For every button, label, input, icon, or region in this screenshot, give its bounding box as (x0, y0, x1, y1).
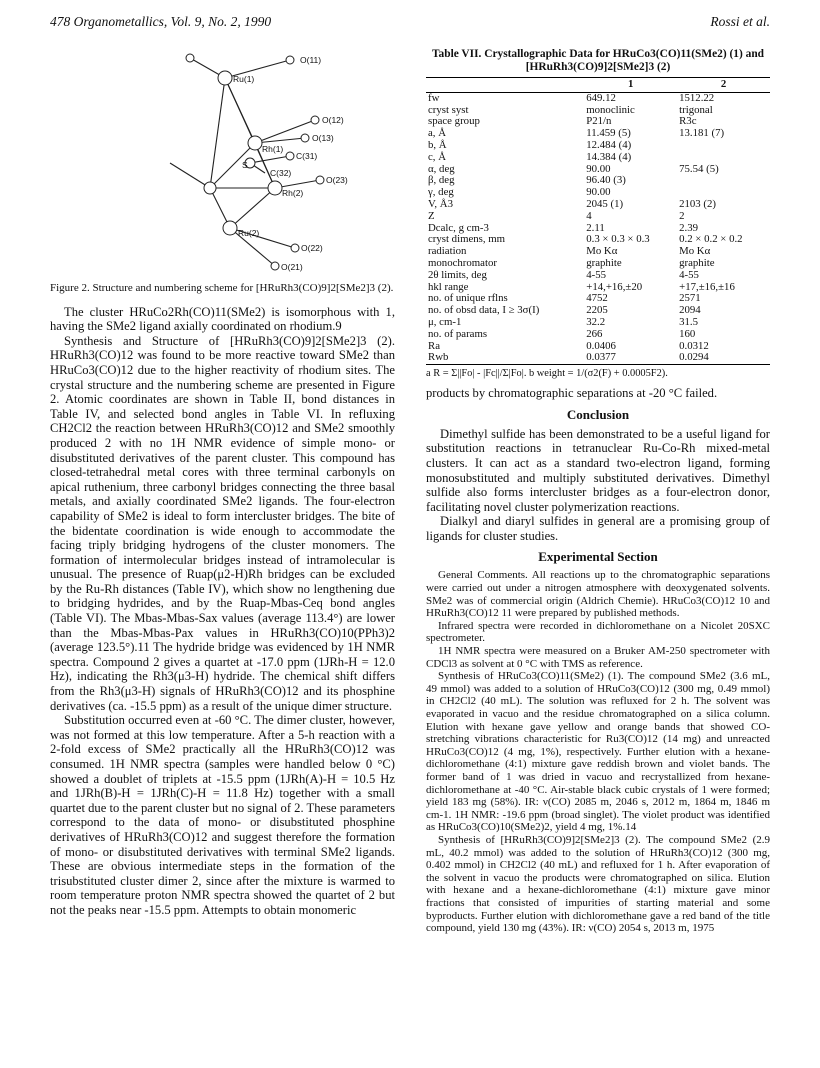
label-ru2: Ru(2) (238, 228, 260, 238)
table-cell-value: 13.181 (7) (679, 127, 725, 140)
table-cell-param: 2θ limits, deg (428, 268, 487, 281)
conclusion-paragraph-1: Dimethyl sulfide has been demonstrated to be a useful ligand for substitution reactions in tetranuclear Ru-Co-Rh mixed-metal clusters. It can act as a standard two-electron ligand, forming monosubstituted and multiply substituted derivatives. Dimethyl sulfide also forms intercluster bridges as a four-electron donor, facilitating novel cluster polymerization reactions. (426, 426, 770, 514)
table-cell-value: 2.11 (586, 221, 605, 234)
table-cell-param: Dcalc, g cm-3 (428, 221, 489, 234)
table-cell-value: 2045 (1) (586, 197, 624, 210)
table-cell-param: radiation (428, 245, 467, 258)
table-cell-value: 4-55 (679, 268, 699, 281)
table-cell-value (677, 152, 770, 164)
running-header (50, 14, 770, 32)
table-row (426, 199, 770, 211)
table-cell-param: μ, cm-1 (428, 315, 462, 328)
table-cell-value: 2571 (679, 292, 701, 305)
table-cell-value: 0.3 × 0.3 × 0.3 (586, 233, 650, 246)
table-cell-value: P21/n (586, 115, 612, 128)
table-cell-value: 266 (586, 327, 603, 340)
table-cell-value: 31.5 (679, 315, 699, 328)
table-cell-value: 2103 (2) (679, 197, 716, 210)
table-cell-value: 4752 (586, 292, 608, 305)
table-body (426, 92, 770, 364)
table-row (426, 352, 770, 364)
table-cell-param: cryst syst (428, 103, 469, 116)
label-ru1: Ru(1) (233, 74, 255, 84)
table-cell-param: c, Å (428, 150, 446, 163)
table-cell-value: 2 (679, 209, 685, 222)
label-c31: C(31) (296, 151, 318, 161)
table-row (426, 92, 770, 104)
label-o13: O(13) (312, 133, 334, 143)
table-cell-param: α, deg (428, 162, 455, 175)
table-cell-value: 2094 (679, 304, 701, 317)
table-cell-value: +17,±16,±16 (679, 280, 735, 293)
table-cell-value: 0.0377 (584, 352, 677, 364)
table-title: Table VII. Crystallographic Data for HRuCo3(CO)11(SMe2) (1) and [HRuRh3(CO)9]2[SMe2]3 (2) (431, 48, 765, 73)
experimental-synthesis-1: Synthesis of HRuCo3(CO)11(SMe2) (1). The compound SMe2 (3.6 mL, 49 mmol) was added to a solution of HRuCo3(CO)12 (300 mg, 0.49 mmol) in CH2Cl2 (40 mL). The solution was refluxed for 2 h. The solvent was evaporated in vacuo and the residue chromatographed on a silica column. Elution with hexane gave yellow and orange bands that showed CO-stretching vibrations characteristic for Ru3(CO)12 (14 mg) and unreacted HRuCo3(CO)12 (4 mg, 1%), respectively. Further elution with a hexane-dichloromethane (4:1) mixture gave reddish brown and violet bands. The former band of 1 was dried in vacuo and recrystallized from hexane-dichloromethane at -40 °C. Air-stable black cubic crystals of 1 were formed; yield 183 mg (58%). IR: ν(CO) 2085 m, 2046 s, 2012 m, 1864 m, 1846 m cm-1. 1H NMR: -19.6 ppm (broad singlet). The violet product was identified as HRuCo3(CO)10(SMe2)2, yield 4 mg, 1%.14 (426, 670, 770, 834)
table-cell-value: Mo Kα (679, 245, 711, 258)
label-o21: O(21) (281, 262, 303, 272)
table-cell-value: 2205 (586, 304, 608, 317)
table-cell-value: 0.2 × 0.2 × 0.2 (679, 233, 743, 246)
paragraph-products: products by chromatographic separations at -20 °C failed. (426, 386, 718, 401)
table-cell-param: no. of params (428, 327, 488, 340)
table-cell-value: R3c (679, 115, 697, 128)
table-cell-value: 11.459 (5) (586, 127, 631, 140)
paragraph-synthesis-2: Synthesis and Structure of [HRuRh3(CO)9]2[SMe2]3 (2). HRuRh3(CO)12 was found to be more reactive toward SMe2 than HRuCo3(CO)12 due to the higher reactivity of rhodium sites. The crystal structure and the numbering scheme are presented in Figure 2. Atomic coordinates are shown in Table II, bond distances in Table IV, and selected bond angles in Table VI. In refluxing CH2Cl2 the reaction between HRuRh3(CO)12 and SMe2 smoothly produced 2 with no 1H NMR evidence of simple mono- or disubstituted derivatives of the parent cluster. This compound has closed-tetrahedral metal cores with three terminal carbonyls on apical ruthenium, three carbonyl bridges connecting the three basal metals, and axially coordinated SMe2 ligands. The four-electron capability of SMe2 is ideal to form intercluster bridges. The bite of the bidentate coordination is wide enough to accommodate the facing triply bridging hydrogens of the cluster monomers. The formation of intermolecular bridges instead of intramolecular is unusual. The presence of Ruap(μ2-H)Rh bridges can be excluded by the Ru-Rh distances (Table IV), which show no lengthening due to bridging hydrides, and by the Ruap-Mbas-Ceq bond angles (Table VI). The Mbas-Mbas-Sax values (average 113.4°) are lower than the Mbas-Mbas-Pax values in HRuRh3(CO)10(PPh3)2 (average 123.5°).11 The hydride bridge was evidenced by 1H NMR spectra. Compound 2 gives a quartet at -17.0 ppm (1JRh-H = 12.0 Hz), indicating the Rh3(μ3-H) hydride. The chemical shift differs from the Rh3(μ3-H) signals of HRuRh3(CO)12 and its phosphine derivatives (ca. -15.5 ppm) as a result of the unique dimer structure. (50, 333, 395, 713)
table-row (426, 329, 770, 341)
right-column (426, 48, 770, 935)
author-names: Rossi et al. (710, 14, 770, 29)
table-cell-value: +14,+16,±20 (586, 280, 643, 293)
table-cell-value: 90.00 (586, 162, 611, 175)
table-cell-value: graphite (586, 256, 622, 269)
table-cell-value: 649.12 (586, 91, 616, 104)
table-cell-value: monoclinic (586, 103, 635, 116)
table-cell-param: γ, deg (428, 186, 454, 199)
table-cell-value (677, 175, 770, 187)
label-rh2: Rh(2) (282, 188, 304, 198)
table-cell-value: 1512.22 (679, 91, 715, 104)
conclusion-heading: Conclusion (566, 406, 630, 422)
table-cell-param: V, Å3 (428, 197, 453, 210)
table-cell-value (677, 140, 770, 152)
table-cell-value: 160 (679, 327, 696, 340)
table-cell-param: β, deg (428, 174, 455, 187)
label-s: S (242, 160, 248, 170)
experimental-ir: Infrared spectra were recorded in dichloromethane on a Nicolet 20SXC spectrometer. (426, 619, 770, 645)
crystallographic-table (426, 77, 770, 365)
table-cell-value: 75.54 (5) (679, 162, 719, 175)
label-rh1: Rh(1) (262, 144, 284, 154)
table-header-blank (426, 78, 584, 93)
experimental-general: General Comments. All reactions up to the chromatographic separations were carried out under a nitrogen atmosphere with deoxygenated solvents. SMe2 was of commercial origin (Aldrich Chemie). HRuCo3(CO)12 10 and HRuRh3(CO)12 11 were prepared by published methods. (426, 569, 770, 620)
table-cell-param: monochromator (428, 256, 497, 269)
table-cell-value: 0.0406 (586, 339, 616, 352)
table-row (426, 152, 770, 164)
table-row (426, 317, 770, 329)
paragraph-isomorphous: The cluster HRuCo2Rh(CO)11(SMe2) is isomorphous with 1, having the SMe2 ligand axially coordinated on rhodium.9 (50, 304, 395, 334)
table-cell-param: hkl range (428, 280, 469, 293)
table-cell-value: 32.2 (586, 315, 606, 328)
journal-citation: 478 Organometallics, Vol. 9, No. 2, 1990 (50, 14, 272, 29)
experimental-synthesis-2: Synthesis of [HRuRh3(CO)9]2[SMe2]3 (2). The compound SMe2 (2.9 mL, 40.2 mmol) was added to the solution of HRuRh3(CO)12 (300 mg, 0.402 mmol) in CH2Cl2 (40 mL) and refluxed for 1 h. After evaporation of the solvent in vacuo the products were chromatographed on silica. Elution with hexane and a hexane-dichloromethane (4:1) mixture gave minor fractions that consisted of impurities of starting material and some byproducts. Further elution with dichloromethane gave a red band of the title compound, yield 130 mg (43%). IR: ν(CO) 2054 s, 2013 m, 1975 (426, 833, 770, 935)
table-footnote: a R = Σ||Fo| - |Fc||/Σ|Fo|. b weight = 1/(σ2(F) + 0.0005F2). (426, 368, 668, 380)
table-cell-value: 12.484 (4) (586, 138, 632, 151)
label-o22: O(22) (301, 243, 323, 253)
table-cell-value: 90.00 (586, 186, 611, 199)
label-o12: O(12) (322, 115, 344, 125)
table-row (426, 270, 770, 282)
table-cell-param: a, Å (428, 127, 446, 140)
table-cell-param: Ra (428, 339, 440, 352)
table-cell-param: Rwb (426, 352, 584, 364)
table-cell-value: 4-55 (586, 268, 607, 281)
label-o23: O(23) (326, 175, 348, 185)
table-header-1: 1 (584, 78, 677, 93)
label-o11: O(11) (300, 55, 322, 65)
table-cell-param: b, Å (428, 138, 447, 151)
table-cell-value: Mo Kα (586, 245, 618, 258)
table-cell-value: 2.39 (679, 221, 699, 234)
experimental-heading: Experimental Section (538, 549, 658, 565)
table-cell-value: 4 (586, 209, 592, 222)
table-cell-value: 0.0312 (679, 339, 709, 352)
experimental-nmr: 1H NMR spectra were measured on a Bruker AM-250 spectrometer with CDCl3 as solvent at 0 °C with TMS as reference. (426, 645, 770, 670)
table-header-2: 2 (677, 78, 770, 93)
table-cell-param: no. of unique rflns (428, 292, 508, 305)
figure-2 (50, 48, 395, 276)
table-cell-value: 0.0294 (677, 352, 770, 364)
structure-diagram (50, 48, 395, 276)
table-cell-param: no. of obsd data, I ≥ 3σ(I) (428, 304, 540, 317)
label-c32: C(32) (270, 168, 292, 178)
figure-caption: Figure 2. Structure and numbering scheme for [HRuRh3(CO)9]2[SMe2]3 (2). (50, 282, 394, 294)
table-row (426, 211, 770, 223)
table-cell-param: cryst dimens, mm (428, 233, 506, 246)
table-cell-param: space group (428, 115, 480, 128)
paragraph-substitution: Substitution occurred even at -60 °C. The dimer cluster, however, was not formed at this low temperature. After a 5-h reaction with a 2-fold excess of SMe2 practically all the HRuRh3(CO)12 was consumed. 1H NMR spectra (samples were handled below 0 °C) showed a doublet of triplets at -15.5 ppm (1JRh(A)-H = 10.5 Hz and 1JRh(B)-H = 1JRh(C)-H = 11.8 Hz) together with a small quartet due to the parent cluster but no signal of 2. These parameters correspond to the data of mono- or disubstituted phosphine derivatives of HRuRh3(CO)12 and suggest therefore the formation of mono- or disubstituted derivatives with terminal SMe2 ligands. These are obvious intermediate steps in the formation of the trisubstituted cluster dimer 2, since after the mixture is warmed to room temperature proton NMR spectra showed the quartet of 2 but not the peaks near -15.5 ppm. Attempts to obtain monomeric (50, 713, 395, 917)
table-cell-value: graphite (679, 256, 715, 269)
conclusion-paragraph-2: Dialkyl and diaryl sulfides in general are a promising group of ligands for cluster studies. (426, 514, 770, 543)
table-cell-value: trigonal (679, 103, 713, 116)
table-row (426, 258, 770, 270)
table-cell-value: 14.384 (4) (586, 150, 632, 163)
table-row (426, 140, 770, 152)
table-cell-value: 96.40 (3) (586, 174, 626, 187)
table-cell-param: fw (428, 91, 440, 104)
left-column (50, 48, 395, 918)
table-cell-param: Z (428, 209, 435, 222)
